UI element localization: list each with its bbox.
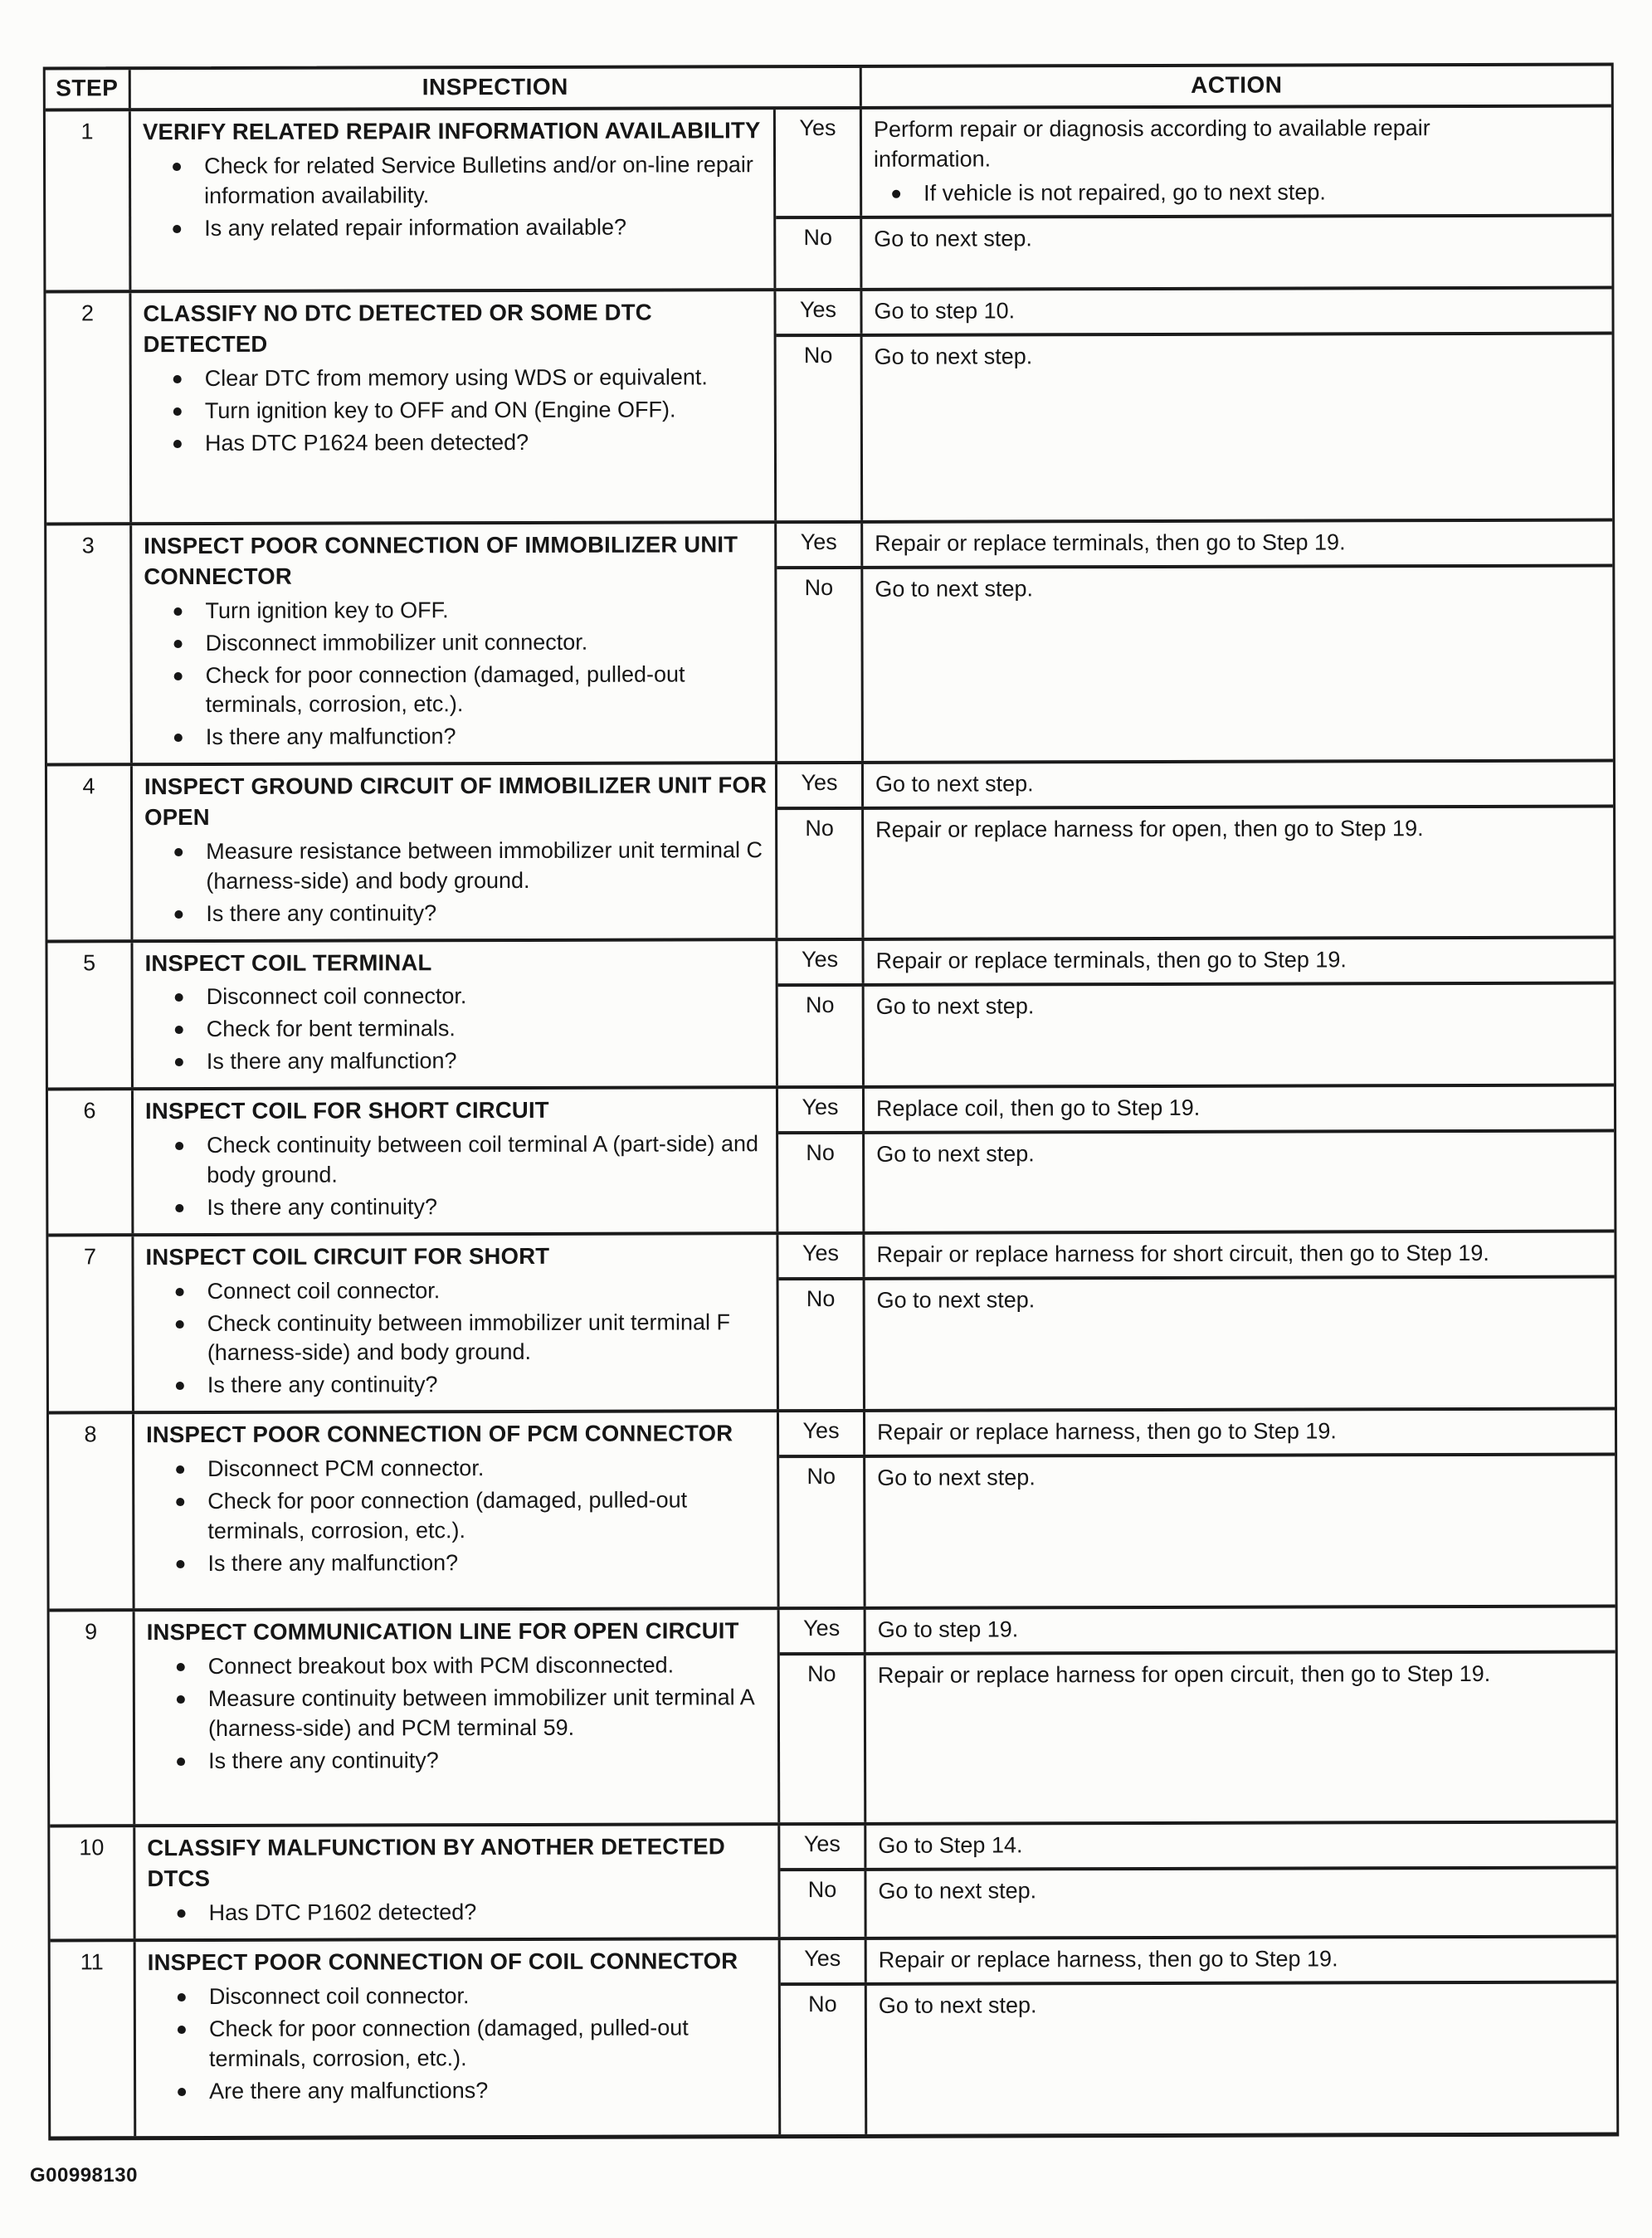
table-row [47,759,1614,939]
table-row [46,286,1612,523]
inspection-bullet: Turn ignition key to OFF and ON (Engine OFF). [205,395,768,427]
action-cell [864,808,1613,938]
action-cell-group [776,290,1612,521]
inspection-title: INSPECT GROUND CIRCUIT OF IMMOBILIZER UNIT FOR OPEN [144,772,768,831]
action-subrow [780,1866,1615,1938]
answer-cell: Yes [776,110,862,216]
action-subrow [777,939,1613,983]
inspection-cell [135,1826,780,1938]
inspection-bullets [144,363,768,459]
action-cell [867,1984,1616,2134]
inspection-cell [131,110,777,290]
action-text: Repair or replace harness for open circuit, then go to Step 19. [877,1661,1491,1688]
answer-cell: Yes [780,1610,866,1652]
action-subrow [777,331,1613,520]
action-cell [863,522,1612,566]
action-cell [867,1938,1616,1982]
answer-cell: No [781,1986,867,2134]
inspection-bullets [146,1275,770,1402]
action-subrow [780,1608,1615,1653]
inspection-bullet: Check for related Service Bulletins and/or on-line repair information availability. [204,150,767,212]
action-subrow [781,1938,1616,1983]
action-text: Go to next step. [876,1141,1035,1167]
action-text: Go to next step. [875,771,1034,797]
table-row [51,1935,1617,2137]
inspection-bullet: Check continuity between immobilizer unit terminal F (harness-side) and body ground. [207,1308,770,1369]
header-step: STEP [46,70,131,108]
action-cell [865,1087,1614,1131]
inspection-bullet: Is there any continuity? [207,1192,769,1223]
step-number: 8 [49,1414,135,1608]
table-row [46,519,1613,763]
inspection-title: CLASSIFY NO DTC DETECTED OR SOME DTC DETECTED [143,299,652,358]
action-text: Go to next step. [875,992,1035,1019]
inspection-cell [134,1412,780,1608]
inspection-bullet: Check for poor connection (damaged, pulled-out terminals, corrosion, etc.). [206,660,768,721]
action-cell-group [778,1232,1615,1409]
action-text: Replace coil, then go to Step 19. [875,1095,1201,1122]
action-cell-group [777,939,1613,1085]
inspection-bullet: Disconnect immobilizer unit connector. [206,627,768,659]
table-row [46,108,1612,290]
table-body [46,108,1616,2137]
action-cell [862,217,1611,288]
inspection-title: INSPECT COIL FOR SHORT CIRCUIT [144,1097,549,1124]
action-cell [863,334,1613,519]
inspection-cell [133,764,778,939]
inspection-bullets [143,150,767,244]
answer-cell: No [778,1134,865,1231]
action-text: Repair or replace terminals, then go to Step 19. [875,529,1346,556]
action-cell [865,1411,1615,1455]
action-cell [864,763,1613,807]
inspection-bullet: Is there any malfunction? [206,722,768,753]
action-text: Go to step 10. [874,298,1016,324]
step-number: 5 [47,943,133,1088]
step-number: 1 [46,111,132,290]
action-subrow [778,1232,1614,1277]
action-bullets [874,178,1537,209]
answer-cell: No [779,1280,865,1410]
action-subrow [778,981,1614,1085]
action-subrow [777,763,1613,807]
action-bullet: If vehicle is not repaired, go to next step. [923,178,1537,209]
action-subrow [778,1087,1614,1132]
inspection-cell [134,1089,778,1233]
answer-cell: No [779,1458,865,1607]
answer-cell: Yes [778,1089,865,1131]
answer-cell: Yes [777,941,864,983]
action-cell-group [780,1608,1616,1823]
inspection-bullet: Connect breakout box with PCM disconnected. [208,1650,771,1682]
figure-code: G00998130 [30,2164,138,2187]
inspection-bullets [146,1453,770,1579]
action-text: Go to next step. [878,1992,1037,2018]
action-cell [862,108,1611,216]
action-text: Perform repair or diagnosis according to available repair information. [873,115,1430,172]
action-cell [865,984,1614,1085]
action-cell [863,567,1613,761]
action-text: Repair or replace harness for open, then go to Step 19. [875,816,1424,842]
inspection-cell [134,1235,779,1412]
action-text: Repair or replace harness, then go to Step 19. [878,1946,1338,1973]
action-subrow [779,1411,1615,1455]
inspection-title: INSPECT COIL TERMINAL [144,948,432,976]
inspection-bullet: Is there any malfunction? [207,1548,770,1579]
action-subrow [780,1650,1616,1823]
inspection-title: CLASSIFY MALFUNCTION BY ANOTHER DETECTED DTCS [147,1833,725,1892]
inspection-bullet: Check continuity between coil terminal A (part-side) and body ground. [207,1129,769,1191]
action-cell [862,290,1611,334]
inspection-bullet: Is there any malfunction? [207,1046,769,1077]
inspection-title: INSPECT POOR CONNECTION OF IMMOBILIZER UNIT CONNECTOR [144,531,738,590]
action-subrow [776,213,1611,288]
header-action: ACTION [1191,71,1283,98]
inspection-title: INSPECT POOR CONNECTION OF PCM CONNECTOR [146,1420,733,1448]
inspection-title: VERIFY RELATED REPAIR INFORMATION AVAILABILITY [142,117,761,145]
inspection-bullet: Has DTC P1602 detected? [209,1897,772,1928]
inspection-bullet: Disconnect coil connector. [209,1981,772,2012]
inspection-bullets [148,1981,772,2107]
action-text: Repair or replace terminals, then go to Step 19. [875,946,1347,973]
inspection-bullets [144,595,768,753]
answer-cell: Yes [781,1940,867,1982]
inspection-bullet: Check for poor connection (damaged, pulled-out terminals, corrosion, etc.). [209,2013,772,2075]
table-row [47,935,1613,1088]
answer-cell: No [780,1655,867,1822]
table-header [46,66,1611,112]
step-number: 11 [51,1942,137,2136]
inspection-bullet: Has DTC P1624 been detected? [205,427,768,459]
answer-cell: No [776,219,862,289]
table-row [50,1605,1616,1825]
answer-cell: Yes [779,1412,865,1455]
inspection-bullet: Is there any continuity? [206,898,768,929]
inspection-bullet: Check for bent terminals. [207,1014,769,1046]
action-text: Go to next step. [876,1287,1036,1313]
table-row [50,1821,1615,1939]
action-text: Go to next step. [878,1878,1037,1904]
inspection-cell [136,1940,782,2136]
answer-cell: No [778,986,865,1085]
inspection-bullet: Connect coil connector. [207,1275,770,1307]
step-number: 9 [50,1611,136,1824]
answer-cell: No [777,569,864,762]
action-cell-group [778,1087,1614,1231]
answer-cell: Yes [776,291,862,334]
action-cell [866,1608,1615,1652]
step-number: 4 [47,766,134,939]
step-number: 3 [46,525,133,763]
action-cell [865,1278,1615,1409]
inspection-bullet: Are there any malfunctions? [209,2075,772,2107]
action-cell-group [776,108,1612,289]
action-cell-group [777,522,1613,762]
action-subrow [779,1453,1615,1607]
inspection-bullet: Clear DTC from memory using WDS or equivalent. [205,363,768,394]
action-subrow [781,1981,1616,2135]
action-text: Go to next step. [875,576,1034,602]
action-subrow [778,1129,1614,1231]
action-subrow [777,805,1613,938]
action-cell [865,1456,1615,1607]
inspection-title: INSPECT POOR CONNECTION OF COIL CONNECTOR [147,1948,738,1976]
action-subrow [777,522,1612,567]
answer-cell: Yes [777,764,864,807]
answer-cell: No [780,1871,866,1937]
inspection-cell [135,1610,781,1824]
inspection-bullet: Disconnect coil connector. [207,982,769,1013]
header-inspection: INSPECTION [131,68,862,108]
action-text: Go to step 19. [877,1616,1019,1643]
inspection-bullet: Is any related repair information available? [204,212,767,244]
action-cell [864,939,1613,982]
table-row [49,1407,1615,1609]
action-text: Go to next step. [874,344,1033,369]
inspection-bullet: Disconnect PCM connector. [207,1453,770,1485]
inspection-bullet: Is there any continuity? [208,1745,771,1777]
action-cell [866,1870,1615,1937]
inspection-title: INSPECT COIL CIRCUIT FOR SHORT [145,1242,550,1270]
step-number: 7 [48,1236,134,1412]
action-text: Go to next step. [874,226,1032,251]
action-subrow [780,1824,1615,1869]
action-subrow [776,108,1611,216]
action-text: Go to next step. [877,1465,1036,1490]
inspection-bullet: Measure resistance between immobilizer unit terminal C (harness-side) and body ground. [206,836,768,897]
inspection-bullets [147,1650,771,1777]
table-row [48,1084,1614,1234]
diagnostic-table [43,63,1620,2141]
action-cell [866,1654,1616,1822]
inspection-bullet: Measure continuity between immobilizer unit terminal A (harness-side) and PCM terminal 59. [208,1683,771,1744]
action-subrow [777,563,1613,761]
answer-cell: Yes [778,1235,865,1277]
answer-cell: Yes [780,1826,866,1868]
inspection-bullets [148,1897,772,1928]
inspection-bullet: Check for poor connection (damaged, pulled-out terminals, corrosion, etc.). [207,1485,770,1547]
action-cell-group [777,763,1614,938]
action-cell [865,1133,1614,1231]
inspection-bullets [144,836,768,929]
inspection-title: INSPECT COMMUNICATION LINE FOR OPEN CIRCUIT [146,1617,739,1646]
action-subrow [779,1275,1615,1409]
inspection-bullet: Is there any continuity? [207,1370,770,1402]
action-cell-group [779,1411,1615,1607]
action-cell [865,1232,1614,1276]
step-number: 2 [46,293,132,522]
inspection-bullet: Turn ignition key to OFF. [205,595,768,627]
answer-cell: Yes [777,524,863,566]
inspection-bullets [145,982,769,1078]
inspection-cell [132,524,777,763]
action-cell-group [781,1938,1617,2135]
answer-cell: No [777,810,864,938]
step-number: 6 [48,1090,134,1233]
action-text: Repair or replace harness, then go to Step 19. [877,1418,1337,1446]
table-row [48,1229,1615,1411]
action-text: Repair or replace harness for short circuit, then go to Step 19. [876,1240,1489,1267]
action-cell [866,1824,1615,1868]
step-number: 10 [50,1827,135,1938]
inspection-bullets [145,1129,769,1223]
answer-cell: No [777,337,864,520]
action-text: Go to Step 14. [878,1832,1023,1859]
inspection-cell [131,291,777,522]
inspection-cell [133,941,777,1088]
action-subrow [776,290,1611,334]
action-cell-group [780,1824,1615,1938]
